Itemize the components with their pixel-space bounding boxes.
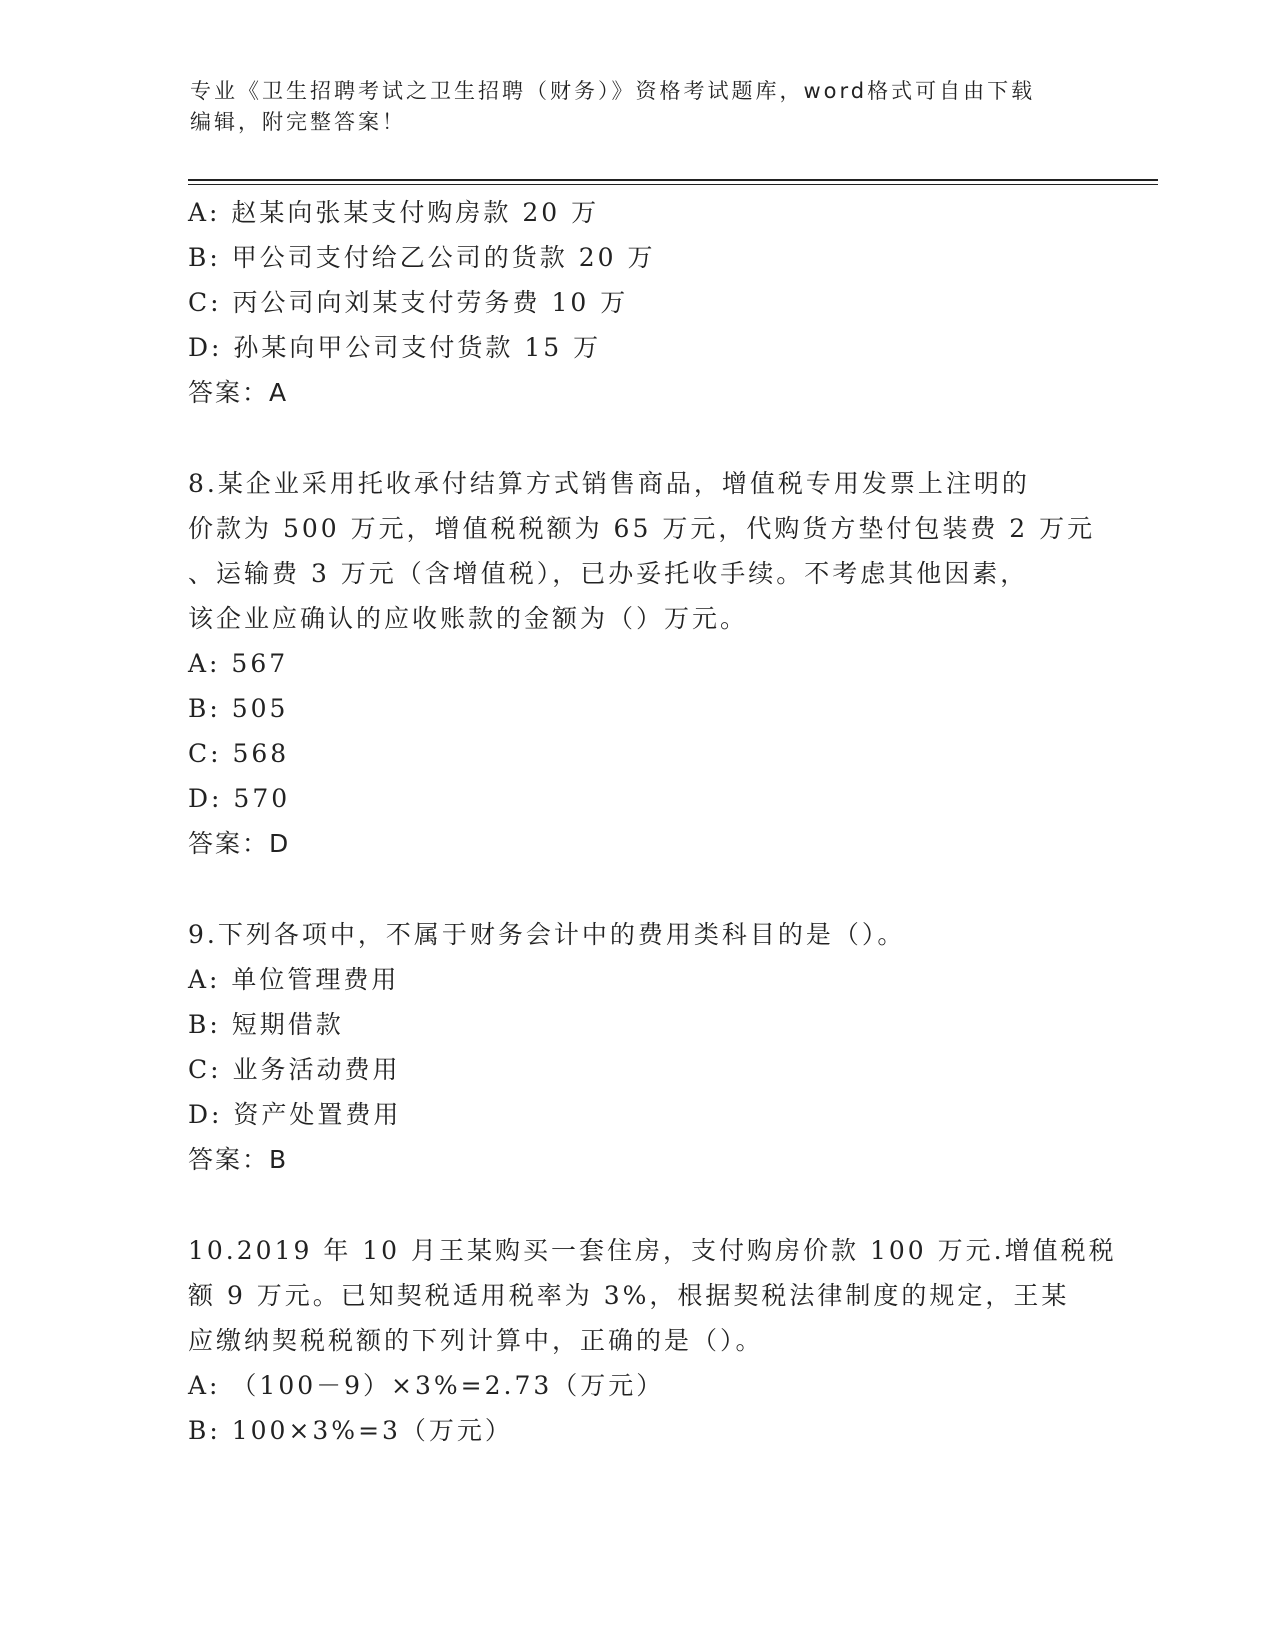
option-b: B: 100×3%=3（万元）: [188, 1416, 513, 1445]
question-text-line: 该企业应确认的应收账款的金额为（）万元。: [188, 604, 749, 633]
answer-line: 答案：D: [188, 829, 291, 858]
question-text-line: 8.某企业采用托收承付结算方式销售商品，增值税专用发票上注明的: [188, 469, 1030, 498]
option-c: C: 业务活动费用: [188, 1055, 401, 1084]
header-line-1: 专业《卫生招聘考试之卫生招聘（财务）》资格考试题库，word格式可自由下载: [190, 79, 1036, 103]
option-a: A: 赵某向张某支付购房款 20 万: [188, 198, 600, 227]
option-a: A: 单位管理费用: [188, 965, 400, 994]
option-b: B: 短期借款: [188, 1010, 344, 1039]
header-divider-thick: [188, 179, 1158, 181]
question-text-line: 、运输费 3 万元（含增值税），已办妥托收手续。不考虑其他因素，: [188, 559, 1029, 588]
option-c: C: 568: [188, 739, 290, 768]
question-text-line: 额 9 万元。已知契税适用税率为 3%，根据契税法律制度的规定，王某: [188, 1281, 1070, 1310]
option-a: A: 567: [188, 649, 289, 678]
answer-line: 答案：A: [188, 378, 289, 407]
question-7: [188, 190, 1108, 415]
question-8: [188, 461, 1108, 866]
question-text-line: 9.下列各项中，不属于财务会计中的费用类科目的是（）。: [188, 920, 906, 949]
document-header: [190, 76, 1090, 138]
question-text-line: 价款为 500 万元，增值税税额为 65 万元，代购货方垫付包装费 2 万元: [188, 514, 1096, 543]
header-divider-thin: [188, 184, 1158, 185]
option-c: C: 丙公司向刘某支付劳务费 10 万: [188, 288, 629, 317]
option-d: D: 资产处置费用: [188, 1100, 402, 1129]
option-d: D: 孙某向甲公司支付货款 15 万: [188, 333, 602, 362]
header-line-2: 编辑，附完整答案！: [190, 110, 406, 134]
answer-line: 答案：B: [188, 1145, 289, 1174]
question-body: [188, 190, 1117, 1453]
question-10: [188, 1228, 1117, 1453]
question-9: [188, 912, 1108, 1182]
option-b: B: 甲公司支付给乙公司的货款 20 万: [188, 243, 656, 272]
option-b: B: 505: [188, 694, 289, 723]
option-a: A: （100－9）×3%=2.73（万元）: [188, 1371, 665, 1400]
option-d: D: 570: [188, 784, 291, 813]
question-text-line: 应缴纳契税税额的下列计算中，正确的是（）。: [188, 1326, 764, 1355]
question-text-line: 10.2019 年 10 月王某购买一套住房，支付购房价款 100 万元.增值税税: [188, 1236, 1117, 1265]
